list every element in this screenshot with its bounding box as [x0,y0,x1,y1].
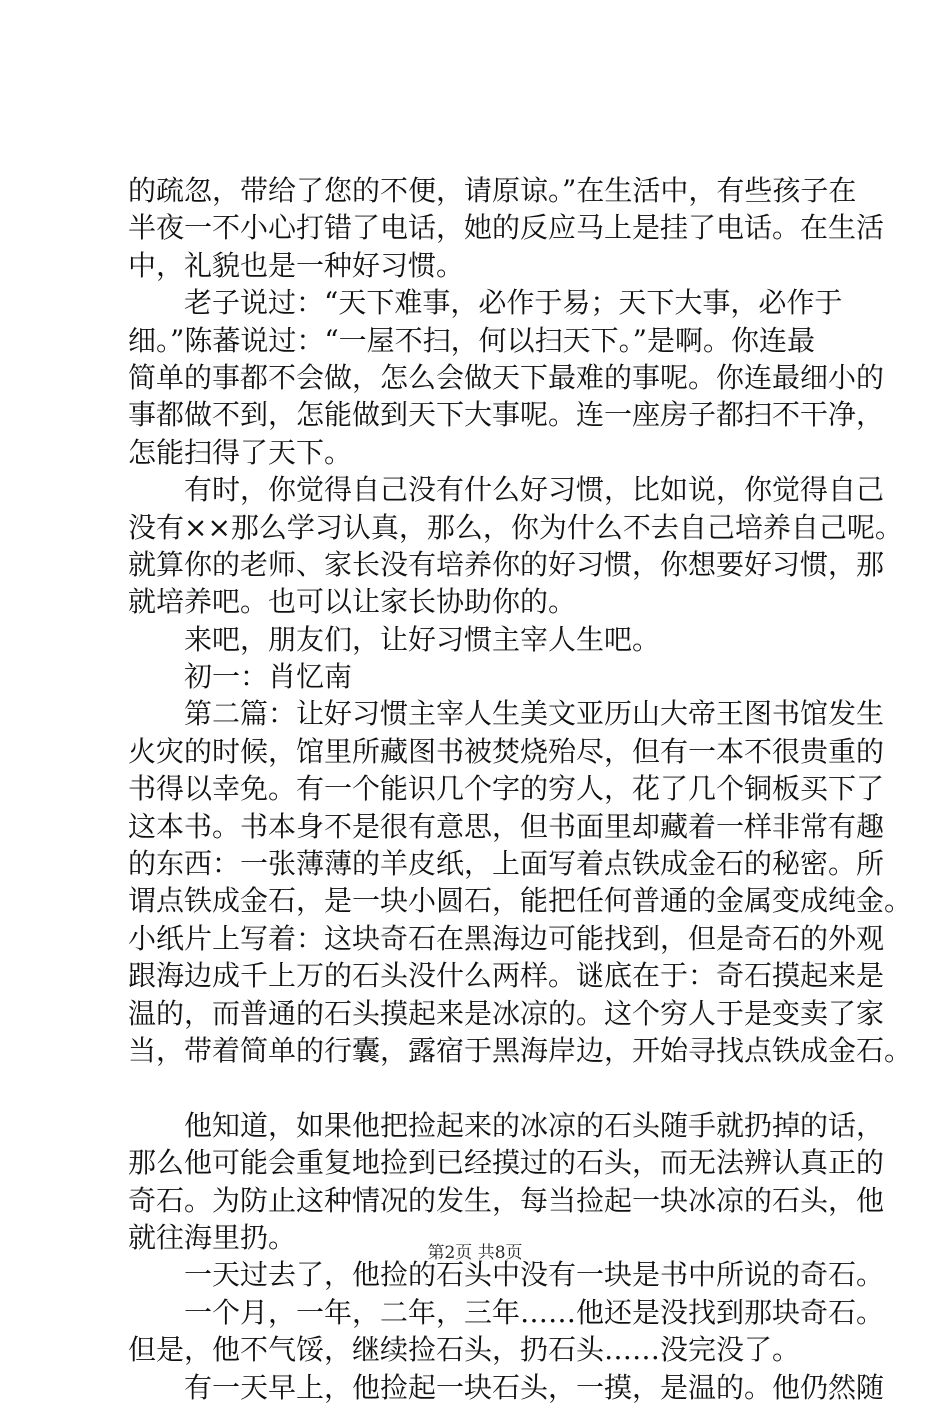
text-line: 当，带着简单的行囊，露宿于黑海岸边，开始寻找点铁成金石。 [128,1033,913,1067]
text-line: 但是，他不气馁，继续捡石头，扔石头……没完没了。 [128,1333,801,1367]
text-line: 一个月，一年，二年，三年……他还是没找到那块奇石。 [128,1295,885,1329]
text-line: 火灾的时候，馆里所藏图书被焚烧殆尽，但有一本不很贵重的 [128,734,885,768]
text-line: 谓点铁成金石，是一块小圆石，能把任何普通的金属变成纯金。 [128,884,913,918]
text-line: 第二篇：让好习惯主宰人生美文亚历山大帝王图书馆发生 [128,697,885,731]
text-line: 老子说过：“天下难事，必作于易；天下大事，必作于 [128,286,843,320]
text-line: 简单的事都不会做，怎么会做天下最难的事呢。你连最细小的 [128,360,885,394]
text-line: 怎能扫得了天下。 [128,435,353,469]
text-line: 一天过去了，他捡的石头中没有一块是书中所说的奇石。 [128,1258,885,1292]
text-line: 他知道，如果他把捡起来的冰凉的石头随手就扔掉的话， [128,1108,885,1142]
text-line: 有时，你觉得自己没有什么好习惯，比如说，你觉得自己 [128,473,885,507]
text-line: 中，礼貌也是一种好习惯。 [128,248,465,282]
text-line: 的东西：一张薄薄的羊皮纸，上面写着点铁成金石的秘密。所 [128,847,885,881]
text-line: 来吧，朋友们，让好习惯主宰人生吧。 [128,622,661,656]
text-line: 就往海里扔。 [128,1220,297,1254]
text-line: 那么他可能会重复地捡到已经摸过的石头，而无法辨认真正的 [128,1146,885,1180]
text-line: 就算你的老师、家长没有培养你的好习惯，你想要好习惯，那 [128,547,885,581]
text-line: 初一：肖忆南 [128,660,353,694]
text-line: 奇石。为防止这种情况的发生，每当捡起一块冰凉的石头，他 [128,1183,885,1217]
text-line: 有一天早上，他捡起一块石头，一摸，是温的。他仍然随 [128,1370,885,1404]
text-line: 的疏忽，带给了您的不便，请原谅。”在生活中，有些孩子在 [128,174,857,207]
text-line: 温的，而普通的石头摸起来是冰凉的。这个穷人于是变卖了家 [128,996,885,1030]
text-line: 细。”陈蕃说过：“一屋不扫，何以扫天下。”是啊。你连最 [128,323,815,357]
text-line: 半夜一不小心打错了电话，她的反应马上是挂了电话。在生活 [128,211,885,245]
text-line: 就培养吧。也可以让家长协助你的。 [128,585,577,619]
page-footer: 第2页 共8页 [427,1243,523,1263]
text-line [128,1069,828,1106]
text-line: 小纸片上写着：这块奇石在黑海边可能找到，但是奇石的外观 [128,921,885,955]
text-line: 事都做不到，怎能做到天下大事呢。连一座房子都扫不干净， [128,398,885,432]
document-body [128,172,913,1406]
text-line: 这本书。书本身不是很有意思，但书面里却藏着一样非常有趣 [128,809,885,843]
text-line: 跟海边成千上万的石头没什么两样。谜底在于：奇石摸起来是 [128,959,885,993]
text-line: 没有××那么学习认真，那么，你为什么不去自己培养自己呢。 [128,510,903,544]
text-line: 书得以幸免。有一个能识几个字的穷人，花了几个铜板买下了 [128,772,885,806]
